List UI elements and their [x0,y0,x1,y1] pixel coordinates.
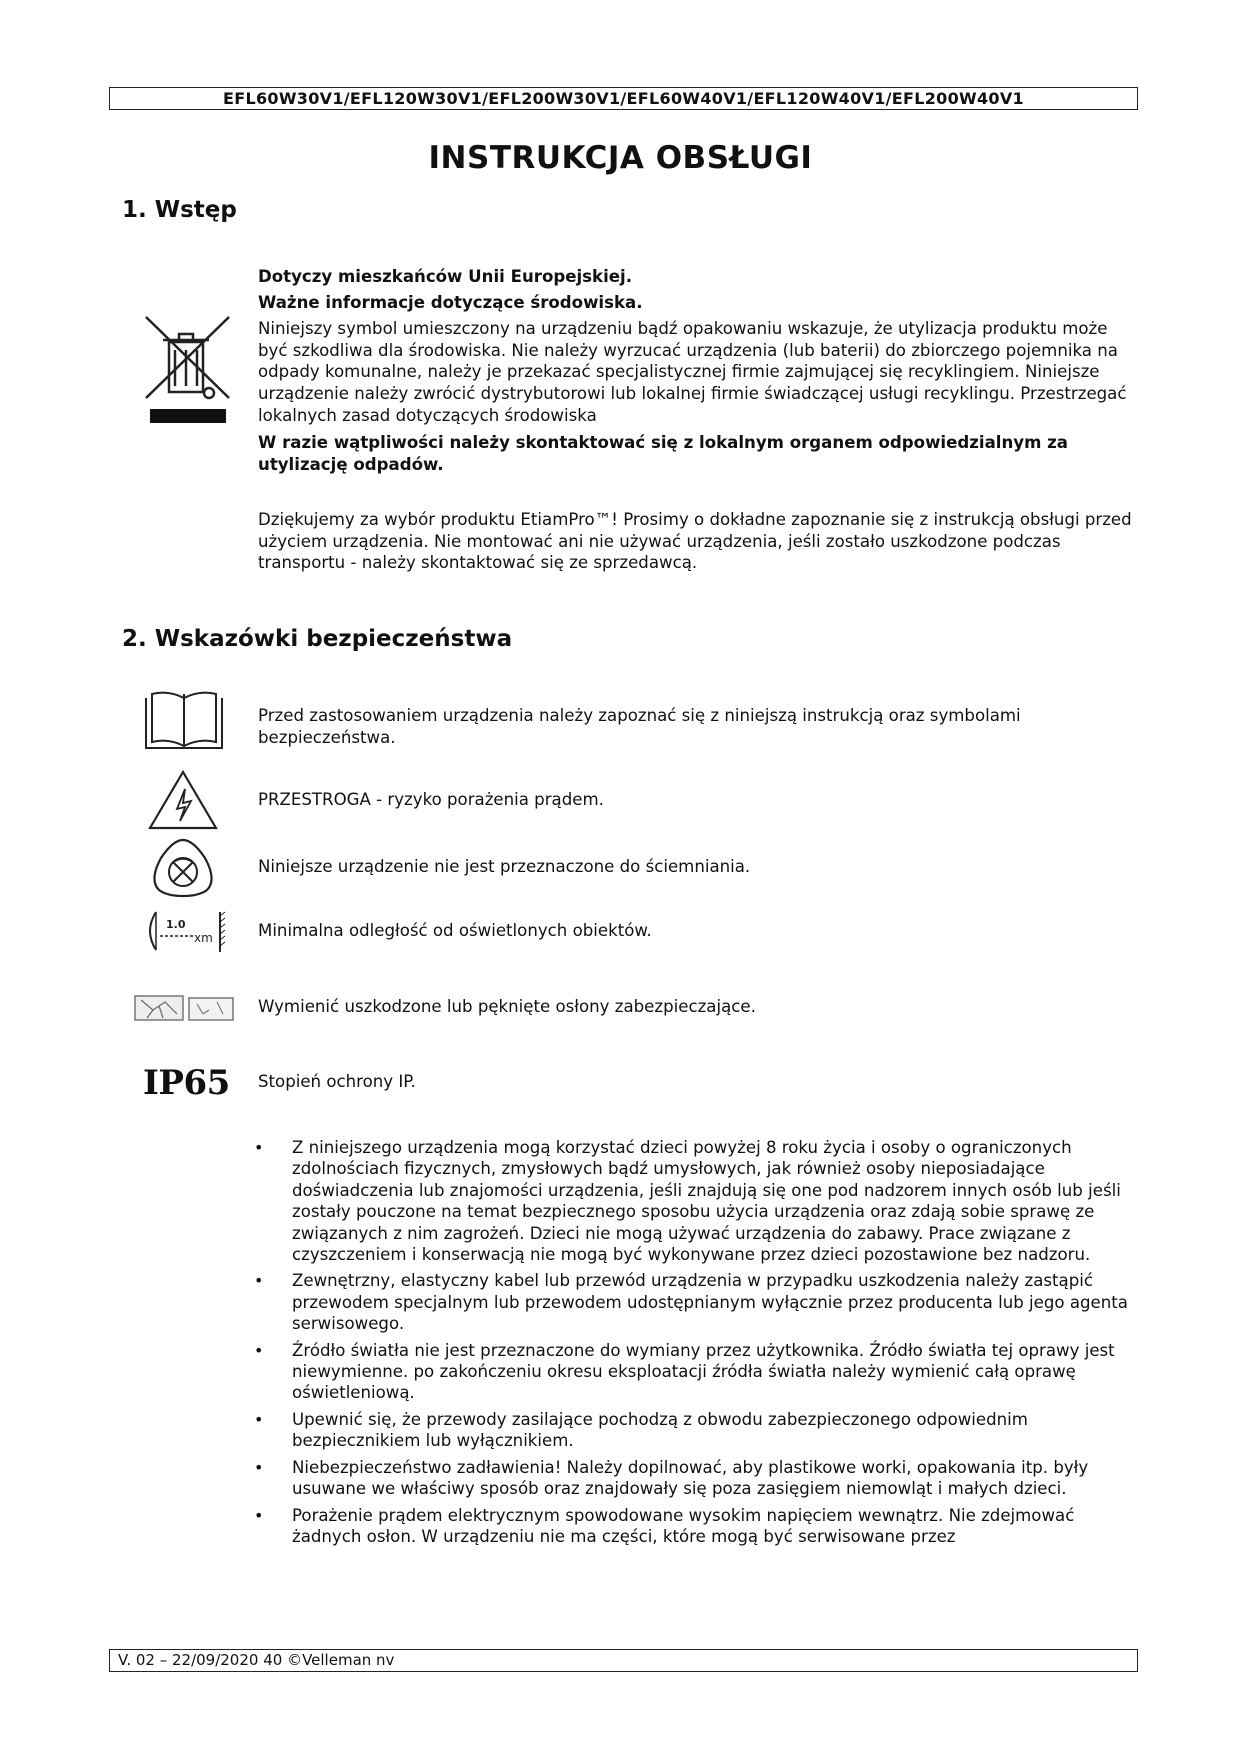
list-item: • Zewnętrzny, elastyczny kabel lub przewód urządzenia w przypadku uszkodzenia należy zastąpić przewodem specjalnym lub przewodem udostępnianym wyłącznie przez producenta lub jego agenta serwisowego. [252,1270,1132,1334]
section-1-heading: 1. Wstęp [122,197,237,223]
list-item: • Upewnić się, że przewody zasilające pochodzą z obwodu zabezpieczonego odpowiednim bezpiecznikiem lub wyłącznikiem. [252,1409,1132,1452]
document-title [0,140,1241,176]
ip65-label: IP65 [143,1063,230,1103]
symbol-glass-text: Wymienić uszkodzone lub pęknięte osłony zabezpieczające. [258,997,756,1016]
min-distance-icon-value: 1.0 [166,918,186,931]
thank-you-text: Dziękujemy za wybór produktu EtiamPro™! Prosimy o dokładne zapoznanie się z instrukcją obsługi przed użyciem urządzenia. Nie montować ani nie używać urządzenia, jeśli zostało uszkodzone podczas transportu - należy skontaktować się ze sprzedawcą. [258,510,1132,573]
list-item: • Źródło światła nie jest przeznaczone do wymiany przez użytkownika. Źródło światła tej oprawy jest niewymienne. po zakończeniu okresu eksploatacji źródła światła należy wymienić całą oprawę oświetleniową. [252,1340,1132,1404]
document-title-text: INSTRUKCJA OBSŁUGI [428,140,813,176]
electric-shock-warning-icon [147,769,219,831]
list-item: • Niebezpieczeństwo zadławienia! Należy dopilnować, aby plastikowe worki, opakowania itp. były usuwane we właściwy sposób oraz znajdowały się poza zasięgiem niemowląt i małych dzieci. [252,1457,1132,1500]
eu-disposal-text: Niniejszy symbol umieszczony na urządzeniu bądź opakowaniu wskazuje, że utylizacja produktu może być szkodliwa dla środowiska. Nie należy wyrzucać urządzenia (lub baterii) do zbiorczego pojemnika na odpady komunalne, należy je przekazać specjalistycznej firmie zajmującej się recyklingiem. Niniejsze urządzenie należy zwrócić dystrybutorowi lub lokalnej firmie świadczącej usługi recyklingu. Przestrzegać lokalnych zasad dotyczących środowiska [258,319,1127,425]
weee-crossed-bin-icon [141,312,237,432]
cracked-glass-icon [133,990,235,1026]
symbol-dimming-text: Niniejsze urządzenie nie jest przeznaczone do ściemniania. [258,857,751,876]
no-dimming-icon [149,836,217,898]
eu-residents-note: Dotyczy mieszkańców Unii Europejskiej. [258,267,633,286]
list-item: • Porażenie prądem elektrycznym spowodowane wysokim napięciem wewnątrz. Nie zdejmować żadnych osłon. W urządzeniu nie ma części, które mogą być serwisowane przez [252,1505,1132,1548]
eu-disposal-warning: W razie wątpliwości należy skontaktować się z lokalnym organem odpowiedzialnym za utylizację odpadów. [258,433,1069,474]
symbol-distance-text: Minimalna odległość od oświetlonych obiektów. [258,921,652,940]
symbol-manual-text: Przed zastosowaniem urządzenia należy zapoznać się z niniejszą instrukcją oraz symbolami bezpieczeństwa. [258,706,1021,747]
symbol-ip-text: Stopień ochrony IP. [258,1072,416,1091]
symbol-shock-text: PRZESTROGA - ryzyko porażenia prądem. [258,790,604,809]
page-header-models: EFL60W30V1/EFL120W30V1/EFL200W30V1/EFL60W40V1/EFL120W40V1/EFL200W40V1 [109,87,1138,110]
page-footer: V. 02 – 22/09/2020 40 ©Velleman nv [109,1649,1138,1672]
environment-info-title: Ważne informacje dotyczące środowiska. [258,293,643,312]
list-item: • Z niniejszego urządzenia mogą korzystać dzieci powyżej 8 roku życia i osoby o ograniczonych zdolnościach fizycznych, zmysłowych bądź umysłowych, jak również osoby nieposiadające doświadczenia lub znajomości urządzenia, jeśli znajdują się one pod nadzorem innych osób lub jeśli zostały pouczone na temat bezpiecznego sposobu użycia urządzenia oraz zdają sobie sprawę ze związanych z nim zagrożeń. Dzieci nie mogą używać urządzenia do zabawy. Prace związane z czyszczeniem i konserwacją nie mogą być wykonywane przez dzieci pozostawione bez nadzoru. [252,1137,1132,1265]
section-2-heading: 2. Wskazówki bezpieczeństwa [122,626,513,652]
safety-bullet-list [252,1137,1132,1552]
min-distance-icon-unit: xm [194,931,213,945]
min-distance-icon [142,908,226,954]
manual-book-icon [143,690,225,752]
